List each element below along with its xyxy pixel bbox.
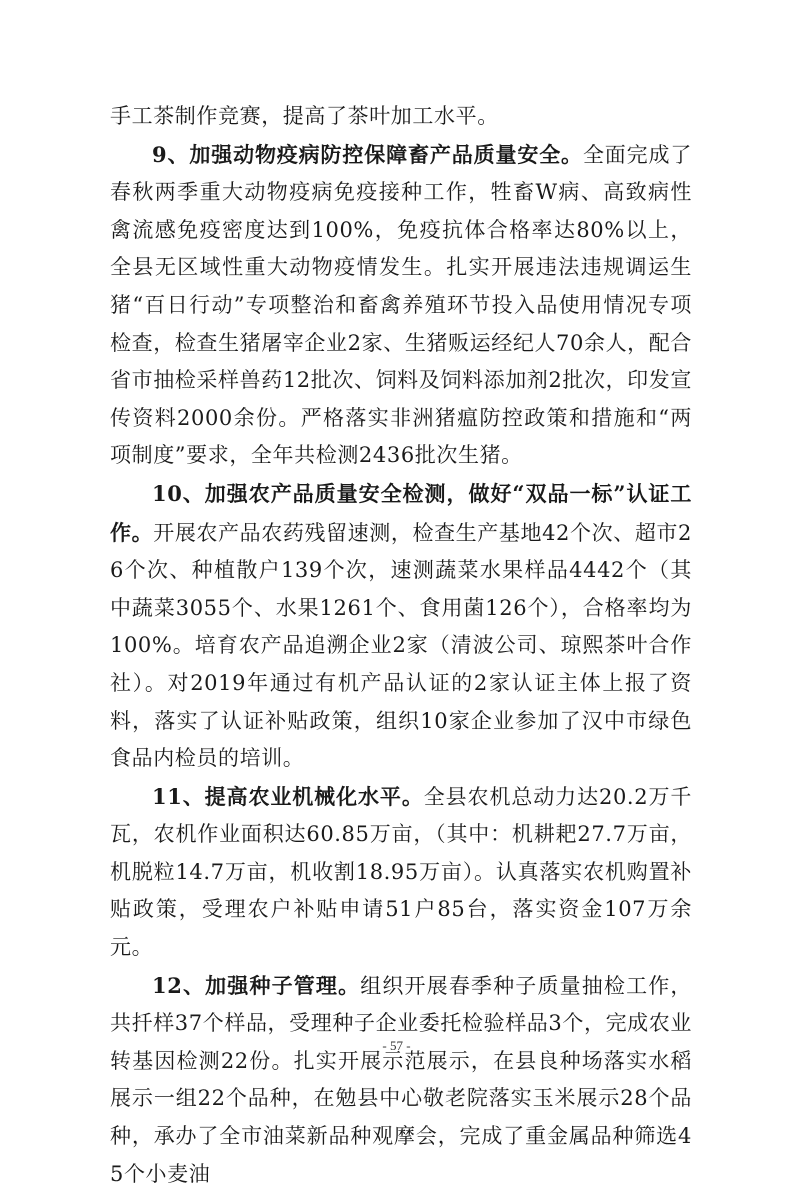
item-10-body: 开展农产品农药残留速测，检查生产基地42个次、超市26个次、种植散户139个次，速测蔬菜水果样品4442个（其中蔬菜3055个、水果1261个、食用菌126个），合格率均为100%。培育农产品追溯企业2家（清波公司、琼熙茶叶合作社）。对2019年通过有机产品认证的2家认证主体上报了资料，落实了认证补贴政策，组织10家企业参加了汉中市绿色食品内检员的培训。 [110,520,692,771]
item-9-heading: 9、加强动物疫病防控保障畜产品质量安全。 [152,141,583,167]
item-11-body: 全县农机总动力达20.2万千瓦，农机作业面积达60.85万亩，（其中：机耕耙27.7万亩，机脱粒14.7万亩，机收割18.95万亩）。认真落实农机购置补贴政策，受理农户补贴申请51户85台，落实资金107万余元。 [110,784,692,960]
item-12-heading: 12、加强种子管理。 [152,972,361,998]
item-12-paragraph [110,967,692,1193]
page-number: - 57 - [382,1038,411,1053]
item-10-heading: 10、加强农产品质量安全检测，做好“双品一标”认证工作。 [110,480,692,545]
item-9-body: 全面完成了春秋两季重大动物疫病免疫接种工作，牲畜W病、高致病性禽流感免疫密度达到100%，免疫抗体合格率达80%以上，全县无区域性重大动物疫情发生。扎实开展违法违规调运生猪“百日行动”专项整治和畜禽养殖环节投入品使用情况专项检查，检查生猪屠宰企业2家、生猪贩运经纪人70余人，配合省市抽检采样兽药12批次、饲料及饲料添加剂2批次，印发宣传资料2000余份。严格落实非洲猪瘟防控政策和措施和“两项制度”要求，全年共检测2436批次生猪。 [110,142,692,468]
continuation-paragraph: 手工茶制作竞赛，提高了茶叶加工水平。 [110,104,499,128]
item-9-paragraph [110,136,692,475]
item-10-paragraph [110,475,692,778]
document-body [110,98,692,1193]
item-11-heading: 11、提高农业机械化水平。 [152,783,424,809]
item-11-paragraph [110,778,692,967]
item-12-body: 组织开展春季种子质量抽检工作，共扦样37个样品，受理种子企业委托检验样品3个，完成农业转基因检测22份。扎实开展示范展示，在县良种场落实水稻展示一组22个品种，在勉县中心敬老院落实玉米展示28个品种，承办了全市油菜新品种观摩会，完成了重金属品种筛选45个小麦油 [110,973,692,1186]
